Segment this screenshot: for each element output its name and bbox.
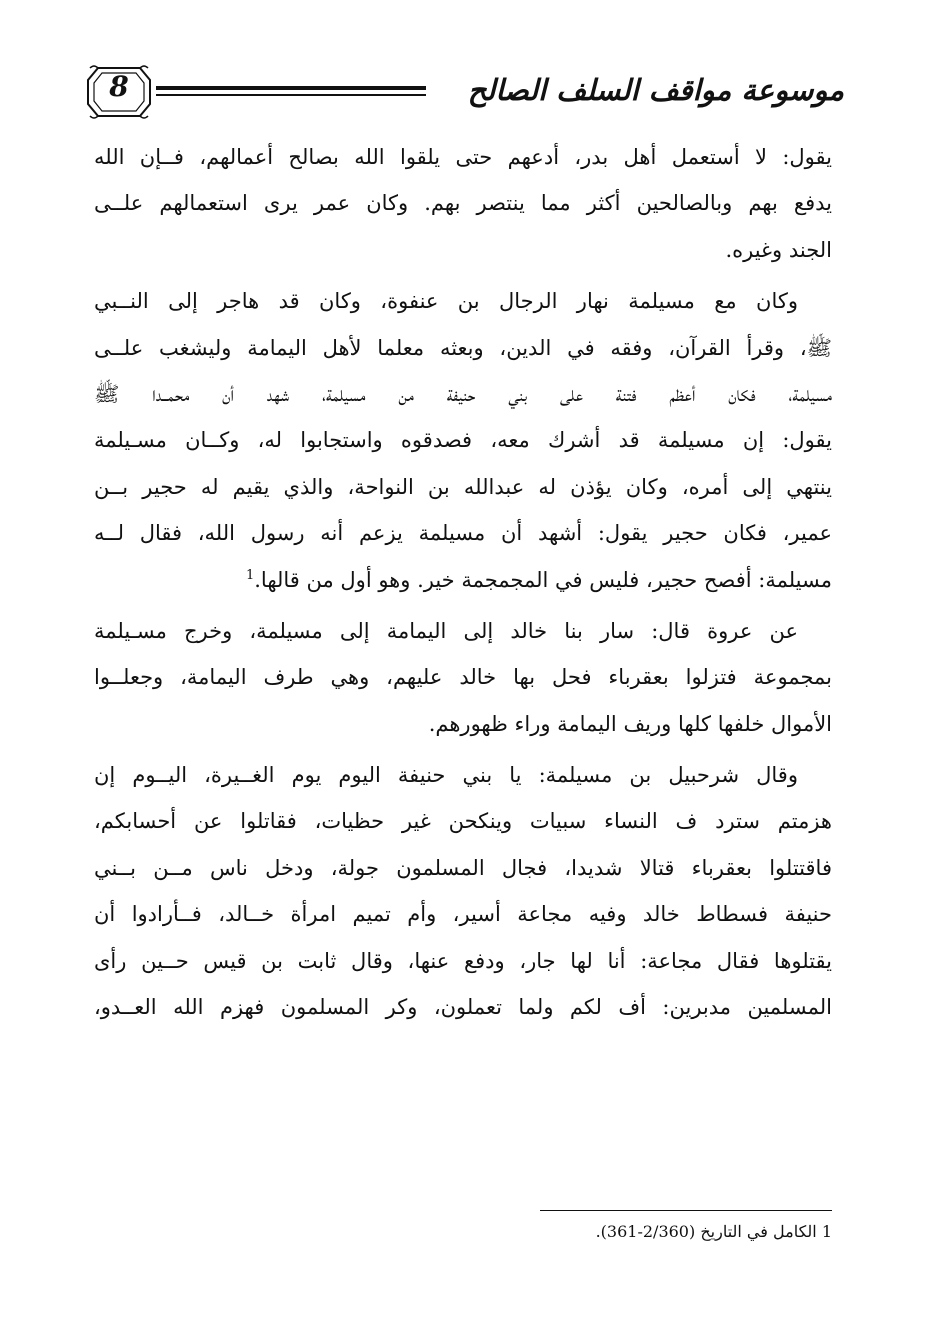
text-line: مسيلمة: أفصح حجير، فليس في المجمجمة خير. وهو أول من قالها. (254, 567, 832, 592)
text-line: ﷺ، وقرأ القرآن، وفقه في الدين، وبعثه معلما لأهل اليمامة وليشغب علــى (94, 335, 832, 360)
text-line: عن عروة قال: سار بنا خالد إلى اليمامة إلى مسيلمة، وخرج مسـيلمة (94, 618, 798, 643)
text-line: مسيلمة، فكان أعظم فتنة على بني حنيفة من مسيلمة، شهد أن محمــدا ﷺ (94, 381, 832, 406)
paragraph-3 (94, 608, 832, 747)
body-text (94, 134, 832, 1030)
text-line: هزمتم سترد ف النساء سبيات وينكحن غير حظيات، فقاتلوا عن أحسابكم، (94, 809, 832, 834)
text-line: وقال شرحبيل بن مسيلمة: يا بني حنيفة اليوم يوم الغــيرة، اليــوم إن (94, 763, 798, 788)
footnote-number: 1 (821, 1222, 832, 1241)
footnote (420, 1222, 832, 1241)
text-line: يقول: لا أستعمل أهل بدر، أدعهم حتى يلقوا الله بصالح أعمالهم، فــإن الله (94, 145, 832, 169)
text-line: ينتهي إلى أمره، وكان يؤذن له عبدالله بن النواحة، والذي يقيم له حجير بــن (94, 474, 832, 499)
header-rule (156, 86, 426, 90)
paragraph-1 (94, 134, 832, 273)
page-header (84, 62, 844, 122)
page-number-badge (84, 62, 154, 122)
text-line: المسلمين مدبرين: أف لكم ولما تعملون، وكر المسلمون فهزم الله العــدو، (94, 995, 832, 1020)
text-line: الجند وغيره. (725, 237, 832, 262)
header-rule-thin (156, 94, 426, 96)
text-line: بمجموعة فتزلوا بعقرباء فحل بها خالد عليهم، وهي طرف اليمامة، وجعلــوا (94, 665, 832, 690)
text-line: وكان مع مسيلمة نهار الرجال بن عنفوة، وكان قد هاجر إلى النــبي (94, 289, 798, 314)
footnote-text: الكامل في التاريخ (2/360-361). (595, 1222, 817, 1241)
paragraph-2 (94, 278, 832, 603)
text-line: فاقتتلوا بعقرباء قتالا شديدا، فجال المسلمون جولة، ودخل ناس مــن بــني (94, 855, 832, 880)
text-line-with-footnote (94, 557, 832, 603)
page-number: 8 (109, 70, 129, 103)
text-line: يقول: إن مسيلمة قد أشرك معه، فصدقوه واستجابوا له، وكــان مسـيلمة (94, 428, 832, 453)
running-title: موسوعة مواقف السلف الصالح (467, 73, 844, 107)
footnote-separator (540, 1210, 832, 1211)
text-line: عمير، فكان حجير يقول: أشهد أن مسيلمة يزعم أنه رسول الله، فقال لــه (94, 521, 832, 546)
text-line: حنيفة فسطاط خالد وفيه مجاعة أسير، وأم تميم امرأة خــالد، فــأرادوا أن (94, 902, 832, 927)
text-line: الأموال خلفها كلها وريف اليمامة وراء ظهورهم. (428, 711, 832, 736)
footnote-ref[interactable]: 1 (245, 567, 255, 583)
text-line: يدفع بهم وبالصالحين أكثر مما ينتصر بهم. وكان عمر يرى استعمالهم علــى (94, 191, 832, 216)
text-line: يقتلوها فقال مجاعة: أنا لها جار، ودفع عنها، وقال ثابت بن قيس حــين رأى (94, 948, 832, 973)
paragraph-4 (94, 752, 832, 1030)
